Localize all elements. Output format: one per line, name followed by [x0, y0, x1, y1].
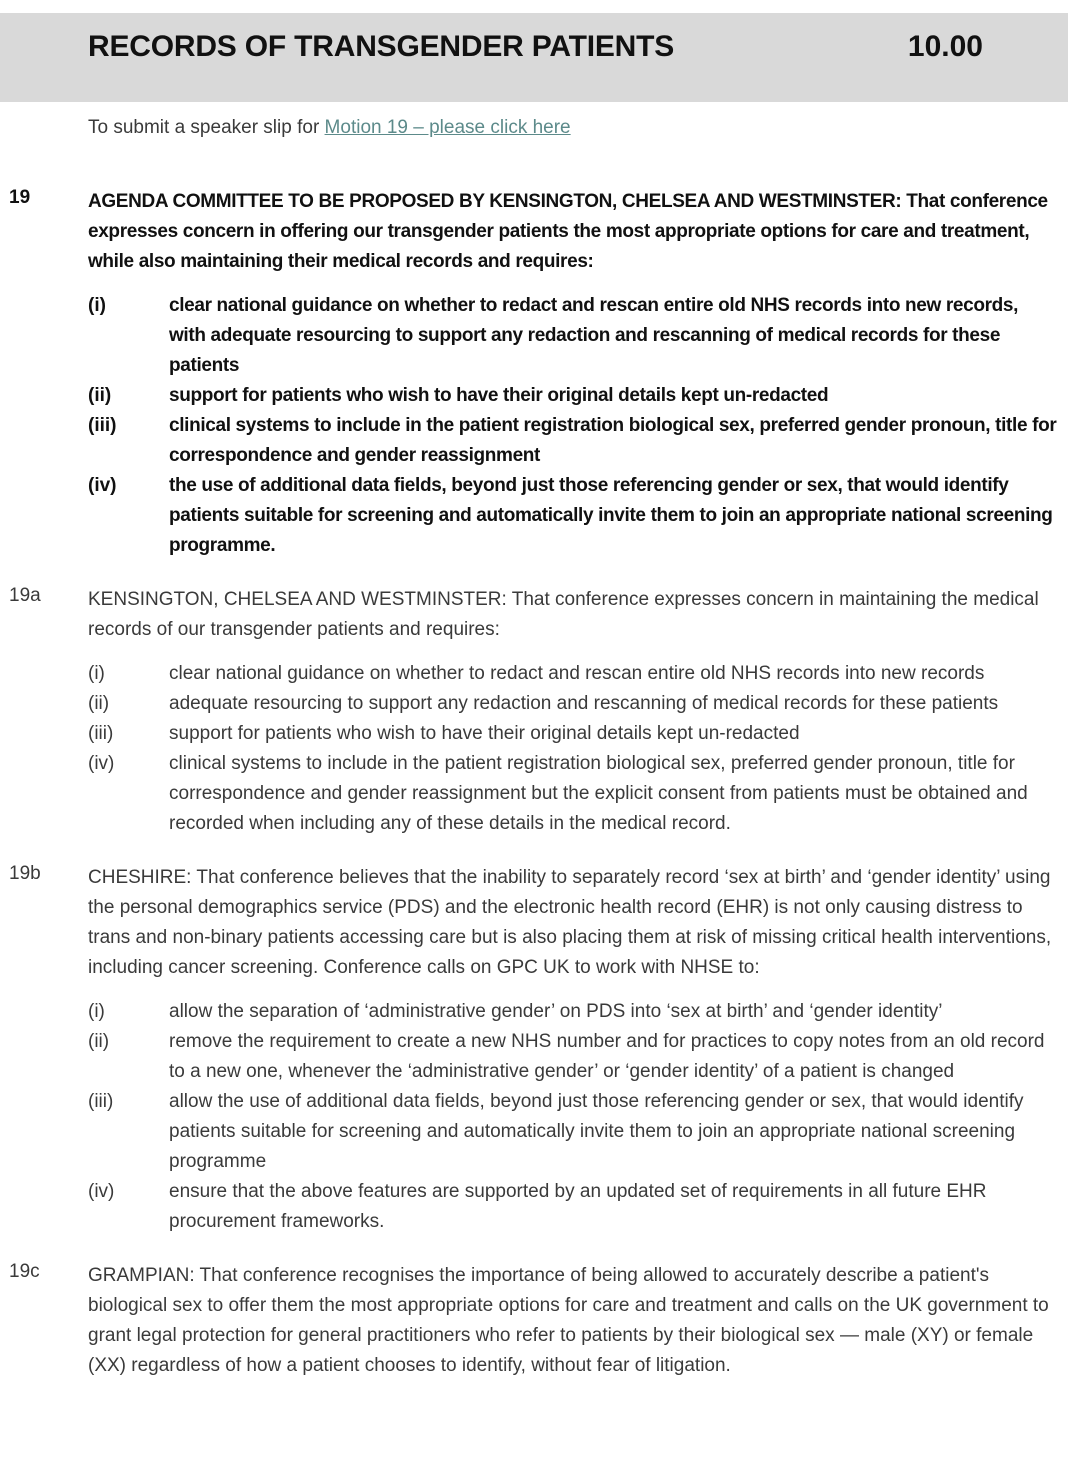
motion-number: 19 — [9, 187, 31, 208]
motion-items — [0, 997, 1068, 1237]
motion-number: 19b — [9, 863, 41, 884]
motion-item — [0, 1177, 1068, 1237]
session-time: 10.00 — [907, 30, 983, 63]
item-label: (ii) — [88, 385, 112, 406]
item-text: adequate resourcing to support any redaction and rescanning of medical records for these patients — [169, 693, 999, 714]
motion-item — [0, 659, 1068, 689]
motion-text: CHESHIRE: That conference believes that the inability to separately record ‘sex at birth’ and ‘gender identity’ using the personal demographics service (PDS) and the electronic health record (EHR) is not only causing distress to trans and non-binary patients accessing care but is also placing them at risk of missing critical health interventions, including cancer screening. Conference calls on GPC UK to work with NHSE to: — [88, 867, 1052, 978]
motion-item — [0, 689, 1068, 719]
motion-item — [0, 471, 1068, 561]
motion-item — [0, 719, 1068, 749]
motion-item — [0, 1027, 1068, 1087]
item-label: (iv) — [88, 753, 115, 774]
item-label: (ii) — [88, 693, 110, 714]
motion-item — [0, 291, 1068, 381]
item-label: (i) — [88, 1001, 105, 1022]
item-text: support for patients who wish to have their original details kept un-redacted — [169, 723, 800, 744]
item-text: ensure that the above features are supported by an updated set of requirements in all future EHR procurement frameworks. — [169, 1181, 987, 1232]
motion-text: AGENDA COMMITTEE TO BE PROPOSED BY KENSINGTON, CHELSEA AND WESTMINSTER: That conference expresses concern in offering our transgender patients the most appropriate options for care and treatment, while also maintaining their medical records and requires: — [88, 191, 1048, 272]
motion-items — [0, 291, 1068, 561]
motion-item — [0, 411, 1068, 471]
item-text: clinical systems to include in the patient registration biological sex, preferred gender pronoun, title for correspondence and gender reassignment — [169, 415, 1057, 466]
item-label: (iii) — [88, 723, 114, 744]
motions-list — [0, 187, 1068, 1405]
item-label: (i) — [88, 295, 106, 316]
item-label: (iv) — [88, 1181, 115, 1202]
motion-19 — [0, 187, 1068, 561]
motion-19a — [0, 585, 1068, 839]
motion-item — [0, 1087, 1068, 1177]
page-title: RECORDS OF TRANSGENDER PATIENTS — [88, 30, 675, 63]
item-text: support for patients who wish to have their original details kept un-redacted — [169, 385, 829, 406]
motion-item — [0, 997, 1068, 1027]
item-label: (i) — [88, 663, 105, 684]
item-text: clear national guidance on whether to redact and rescan entire old NHS records into new records — [169, 663, 985, 684]
item-text: allow the use of additional data fields, beyond just those referencing gender or sex, that would identify patients suitable for screening and automatically invite them to join an appropriate national screening programme — [169, 1091, 1024, 1172]
item-text: allow the separation of ‘administrative gender’ on PDS into ‘sex at birth’ and ‘gender identity’ — [169, 1001, 943, 1022]
motion-number: 19a — [9, 585, 41, 606]
speaker-slip-line — [88, 117, 571, 139]
motion-item — [0, 381, 1068, 411]
item-label: (iii) — [88, 415, 117, 436]
motion-19c — [0, 1261, 1068, 1381]
item-text: the use of additional data fields, beyond just those referencing gender or sex, that would identify patients suitable for screening and automatically invite them to join an appropriate national screening programme. — [169, 475, 1053, 556]
speaker-slip-link[interactable]: Motion 19 – please click here — [324, 117, 571, 138]
motion-item — [0, 749, 1068, 839]
item-text: clinical systems to include in the patient registration biological sex, preferred gender pronoun, title for correspondence and gender reassignment but the explicit consent from patients must be obtained and recorded when including any of these details in the medical record. — [169, 753, 1028, 834]
item-text: remove the requirement to create a new NHS number and for practices to copy notes from an old record to a new one, whenever the ‘administrative gender’ or ‘gender identity’ of a patient is changed — [169, 1031, 1045, 1082]
item-label: (iv) — [88, 475, 117, 496]
motion-19b — [0, 863, 1068, 1237]
item-label: (iii) — [88, 1091, 114, 1112]
item-text: clear national guidance on whether to redact and rescan entire old NHS records into new records, with adequate resourcing to support any redaction and rescanning of medical records for these patients — [169, 295, 1019, 376]
motion-text: KENSINGTON, CHELSEA AND WESTMINSTER: That conference expresses concern in maintaining the medical records of our transgender patients and requires: — [88, 589, 1039, 640]
speaker-slip-prefix: To submit a speaker slip for — [88, 117, 325, 138]
item-label: (ii) — [88, 1031, 110, 1052]
motion-text: GRAMPIAN: That conference recognises the importance of being allowed to accurately describe a patient's biological sex to offer them the most appropriate options for care and treatment and calls on the UK government to grant legal protection for general practitioners who refer to patients by their biological sex — male (XY) or female (XX) regardless of how a patient chooses to identify, without fear of litigation. — [88, 1265, 1049, 1376]
motion-items — [0, 659, 1068, 839]
motion-number: 19c — [9, 1261, 40, 1282]
